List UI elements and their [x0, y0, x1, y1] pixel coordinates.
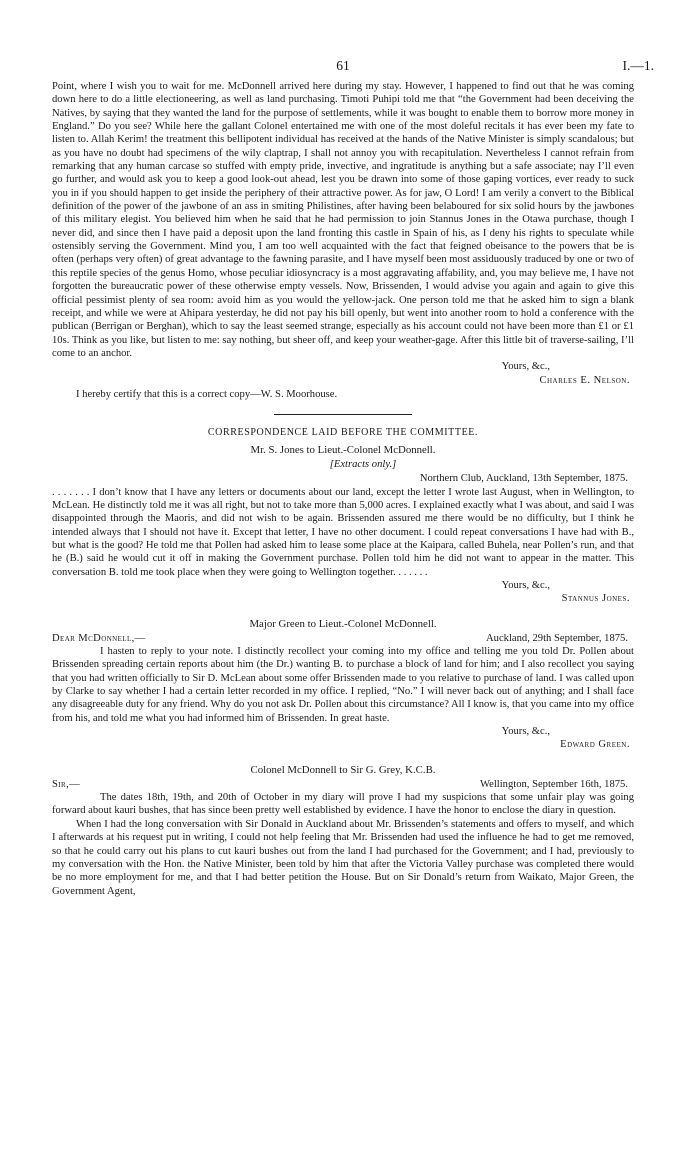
- paper-reference: I.—1.: [622, 58, 654, 73]
- section-divider: [274, 414, 412, 415]
- letter-paragraph: When I had the long conversation with Sir Donald in Auckland about Mr. Brissenden’s statements and offers to myself, and which I afterwards at his request put in writing, I could not help feeling that Mr. Brissenden had used the influence he had to get me removed, so that he could carry out his plans to cut kauri bushes out from the land I had purchased for the Government; and I had, previously to my conversation with the Hon. the Native Minister, been told by him that after the Victoria Valley purchase was completed there would be no more employment for me, and that I had better petition the House. But on Sir Donald’s return from Waikato, Major Green, the Government Agent,: [52, 818, 634, 897]
- letter-closing: Yours, &c.,: [501, 361, 550, 373]
- page-number: 61: [336, 58, 350, 73]
- letter-dateline: Auckland, 29th September, 1875.: [486, 632, 628, 644]
- letter-heading: Mr. S. Jones to Lieut.-Colonel McDonnell.: [250, 444, 436, 457]
- letter-salutation: Sir,—: [52, 778, 81, 790]
- letter-dateline: Northern Club, Auckland, 13th September, 1875.: [419, 473, 628, 485]
- letter-paragraph: The dates 18th, 19th, and 20th of October in my diary will prove I had my suspicions that some unfair play was going forward about kauri bushes, that has since been pretty well established by evidence. I have the honor to enclose the diary in question.: [52, 792, 634, 817]
- page-header: [52, 58, 654, 80]
- letter-signature: Charles E. Nelson.: [539, 374, 630, 386]
- salutation-row: [52, 632, 634, 645]
- letter-heading: Major Green to Lieut.-Colonel McDonnell.: [249, 617, 437, 630]
- letter-signature: Stannus Jones.: [561, 593, 630, 605]
- salutation-row: [52, 778, 634, 791]
- letter-closing: Yours, &c.,: [501, 726, 550, 738]
- section-title: CORRESPONDENCE LAID BEFORE THE COMMITTEE.: [207, 427, 479, 439]
- letter-body: I hasten to reply to your note. I distinctly recollect your coming into my office and telling me you told Dr. Pollen about Brissenden spreading certain reports about him (the Dr.) wanting B. to purchase a block of land for him; and I also recollect you saying that you had written officially to Sir D. McLean about some offer Brissenden made to you relative to purchase of land. I was called upon by Clarke to say whether I had a certain letter recorded in my office. I replied, “No.” I will never back out of anything; and I shall face any disagreeable duty for any friend. Why do you not ask Dr. Pollen about this circumstance? All I know is, that you came into my office from his, and told me what you had informed him of Brissenden. In great haste.: [52, 646, 634, 724]
- letter-closing: Yours, &c.,: [501, 580, 550, 591]
- letter-salutation: Dear McDonnell,—: [52, 632, 146, 644]
- letter-body: Point, where I wish you to wait for me. McDonnell arrived here during my stay. However, I happened to find out that he was coming down here to do a little electioneering, as well as land purchasing. Timoti Puhipi told me that “the Government had been deceiving the Natives, by saying that they wanted the land for the purpose of settlements, while it was bought to enable them to borrow more money in England.” Do you see? While here the gallant Colonel entertained me with one of the most doleful recitals it has ever been my fate to listen to. Allah Kerim! the treatment this bellipotent individual has received at the hands of the Native Minister is simply scandalous; but as you have no doubt had specimens of the wily claptrap, I shall not annoy you with recapitulation. Nevertheless I cannot refrain from remarking that any human carcase so stuffed with empty pride, invective, and ingratitude is anything but a safe associate; nay I’ll even go further, and would ask you to keep a good look-out ahead, lest you be drawn into some of those gaping vortices, ever ready to suck you in if you should happen to get inside the periphery of their attractive power. As for jaw, O Lord! I am verily a convert to the Biblical definition of the power of the jawbone of an ass in smiting Philistines, after having been belaboured for six solid hours by the jawbones of this military elegist. You believed him when he said that he had permission to join Stannus Jones in the Otawa purchase, though I never did, and since then I have paid a deposit upon the land fronting this castle in Spain of his, as I deny his rights to speculate while ostensibly serving the Government. Mind you, I am too well acquainted with the fact that feigned obeisance to the powers that be is often (perhaps very often) of great advantage to the fawning parasite, and I have myself been most assiduously traduced by one or two of this reptile species of the genus Homo, whose peculiar idiosyncracy is a most aggravating affability, and, you may believe me, I have not forgotten the bureaucratic power of these otherwise empty vessels. Now, Brissenden, I would advise you again and again to give this official pessimist plenty of sea room: avoid him as you would the yellow-jack. One person told me that he asked him to sign a blank receipt, and while we were at Ahipara yesterday, he did not pay his bill openly, but went into another room to hold a conference with the publican (Berrigan or Berghan), which to say the least seemed strange, especially as his account could not have been more than £1 or £1 10s. Think as you like, but listen to me: say nothing, but sheer off, and keep your weather-gage. After this little bit of traverse-sailing, I’ll come to an anchor.: [52, 81, 634, 359]
- extracts-note: [Extracts only.]: [329, 459, 397, 471]
- letter-signature: Edward Green.: [560, 739, 630, 751]
- letter-body: . . . . . . . I don’t know that I have any letters or documents about our land, except the letter I wrote last August, when in Wellington, to McLean. He distinctly told me it was all right, but not to take more than 5,000 acres. I explained exactly what I was about, and said I was disappointed through the Maoris, and did not wish to be again. Brissenden assured me there would be no difficulty, but I think he intended always that I should not have it. Except that letter, I have no other document. I could repeat conversations I have had with B., but what is the good? He told me that Pollen had asked him to lease some place at the Kaipara, called Buhela, near Pollen’s run, and that he (B.) said he would cut it off in making the Government purchase. Pollen told him he did not want to appear in the matter. This conversation B. told me took place when they were going to Wellington together. . . . . . .: [52, 486, 634, 578]
- document-page: [52, 58, 654, 898]
- letter-heading: Colonel McDonnell to Sir G. Grey, K.C.B.: [250, 763, 436, 776]
- letter-dateline: Wellington, September 16th, 1875.: [479, 778, 628, 790]
- certification-line: I hereby certify that this is a correct copy—W. S. Moorhouse.: [76, 388, 338, 400]
